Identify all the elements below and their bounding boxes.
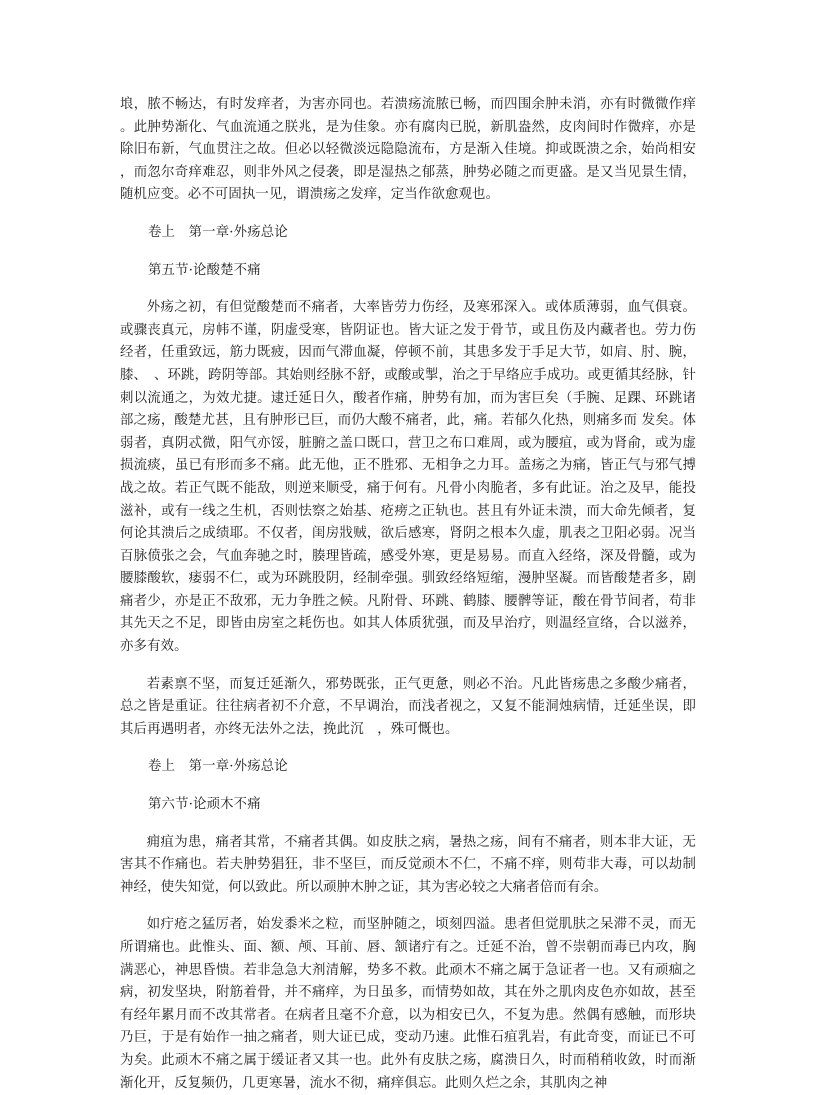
document-page	[120, 94, 696, 1095]
paragraph-itching-continuation: 埌，脓不畅达，有时发痒者，为害亦同也。若溃疡流脓已畅，而四围余肿未消，亦有时微微作痒。此肿势渐化、气血流通之朕兆，是为佳象。亦有腐肉已脱，新肌盎然，皮肉间时作微痒，亦是除旧布新，气血贯注之故。但必以轻微淡远隐隐流布，方是渐入佳境。抑或既溃之余，始尚相安，而忽尔奇痒难忍，则非外风之侵袭，即是湿热之郁蒸，肿势必随之而更盛。是又当见景生情，随机应变。必不可固执一见，谓溃疡之发痒，定当作欲愈观也。	[120, 97, 696, 203]
paragraph-sour-pain-2: 若素禀不坚，而复迁延渐久，邪势既张，正气更惫，则必不治。凡此皆疡患之多酸少痛者，总之皆是重证。往往病者初不介意，不早调治，而浅者视之，又复不能洞烛病情，迁延坐误，即其后再遇明者，亦终无法外之法，挽此沉 ，殊可慨也。	[120, 676, 696, 737]
section-heading-5: 第五节·论酸楚不痛	[148, 262, 261, 278]
section-heading-6: 第六节·论顽木不痛	[148, 797, 261, 813]
chapter-heading: 卷上 第一章·外疡总论	[148, 759, 288, 775]
paragraph-sour-pain-1: 外疡之初，有但觉酸楚而不痛者，大率皆劳力伤经，及寒邪深入。或体质薄弱，血气俱衰。或骤丧真元，房帏不谨，阴虚受寒，皆阴证也。皆大证之发于骨节，或且伤及内藏者也。劳力伤经者，任重致远，筋力既疲，因而气滞血凝，停顿不前，其患多发于手足大节，如肩、肘、腕，膝、 、环跳，跨阴等部。其始则经脉不舒，或酸或掣，治之于早络应手成功。或更循其经脉，针刺以流通之，为效尤捷。逮迁延日久，酸者作痛，肿势有加，而为害巨矣（手腕、足踝、环跳诸部之疡，酸楚尤甚，且有肿形已巨，而仍大酸不痛者，此，痛。若郁久化热，则痛多而 发矣。体弱者，真阴忒微，阳气亦馁，脏腑之盖口既口，营卫之布口难周，或为腰疽，或为肾俞，或为虚损流痰，虽已有形而多不痛。此无他，正不胜邪、无相争之力耳。盖疡之为痛，皆正气与邪气搏战之故。若正气既不能敌，则逆来顺受，痛于何有。凡骨小肉脆者，多有此证。治之及早，能投滋补，或有一线之生机，否则怯察之始基、疮痨之正轨也。甚且有外证未溃，而大命先倾者，复何论其溃后之成绩耶。不仅者，闺房戕贼，欲后感寒，肾阴之根本久虚，肌表之卫阳必弱。况当百脉偾张之会，气血奔驰之时，腠理皆疏，感受外寒，更是易易。而直入经络，深及骨髓，或为腰膝酸软，痿弱不仁，或为环跳股阴，经制牵强。驯致经络短缩，漫肿坚凝。而皆酸楚者多，剧痛者少，亦是正不敌邪，无力争胜之候。凡附骨、环跳、鹤膝、腰髀等证，酸在骨节间者，苟非其先天之不足，即皆由房室之耗伤也。如其人体质犹强，而及早治疗，则温经宣络，合以滋养，亦多有效。	[120, 300, 696, 655]
paragraph-numb-2: 如疔疮之猛厉者，始发黍米之粒，而坚肿随之，顷刻四溢。患者但觉肌肤之呆滞不灵，而无所谓痛也。此惟头、面、额、颅、耳前、唇、颔诸疔有之。迁延不治，曾不崇朝而毒已内攻，胸满恶心，神思昏愦。若非急急大剂清解，势多不救。此顽木不痛之属于急证者一也。又有顽痼之病，初发坚块，附筋着骨，并不痛痒，为日虽多，而情势如故，其在外之肌肉皮色亦如故，甚至有经年累月而不改其常者。在病者且毫不介意，以为相安已久，不复为患。然偶有感触，而形块乃巨，于是有始作一抽之痛者，则大证已成，变动乃速。此惟石疽乳岩，有此奇变，而证已不可为矣。此顽木不痛之属于缓证者又其一也。此外有皮肤之疡，腐溃日久，时而稍稍收敛，时而渐渐化开，反复频仍，几更寒暑，流水不彻，痛痒俱忘。此则久烂之余，其肌肉之神	[120, 917, 696, 1091]
chapter-heading: 卷上 第一章·外疡总论	[148, 224, 288, 240]
paragraph-numb-1: 痈疽为患，痛者其常，不痛者其偶。如皮肤之病，暑热之疡，间有不痛者，则本非大证，无害其不作痛也。若夫肿势猖狂，非不坚巨，而反觉顽木不仁，不痛不痒，则苟非大毒，可以劫制神经，使失知觉，何以致此。所以顽肿木肿之证，其为害必较之大痛者倍而有余。	[120, 834, 696, 895]
